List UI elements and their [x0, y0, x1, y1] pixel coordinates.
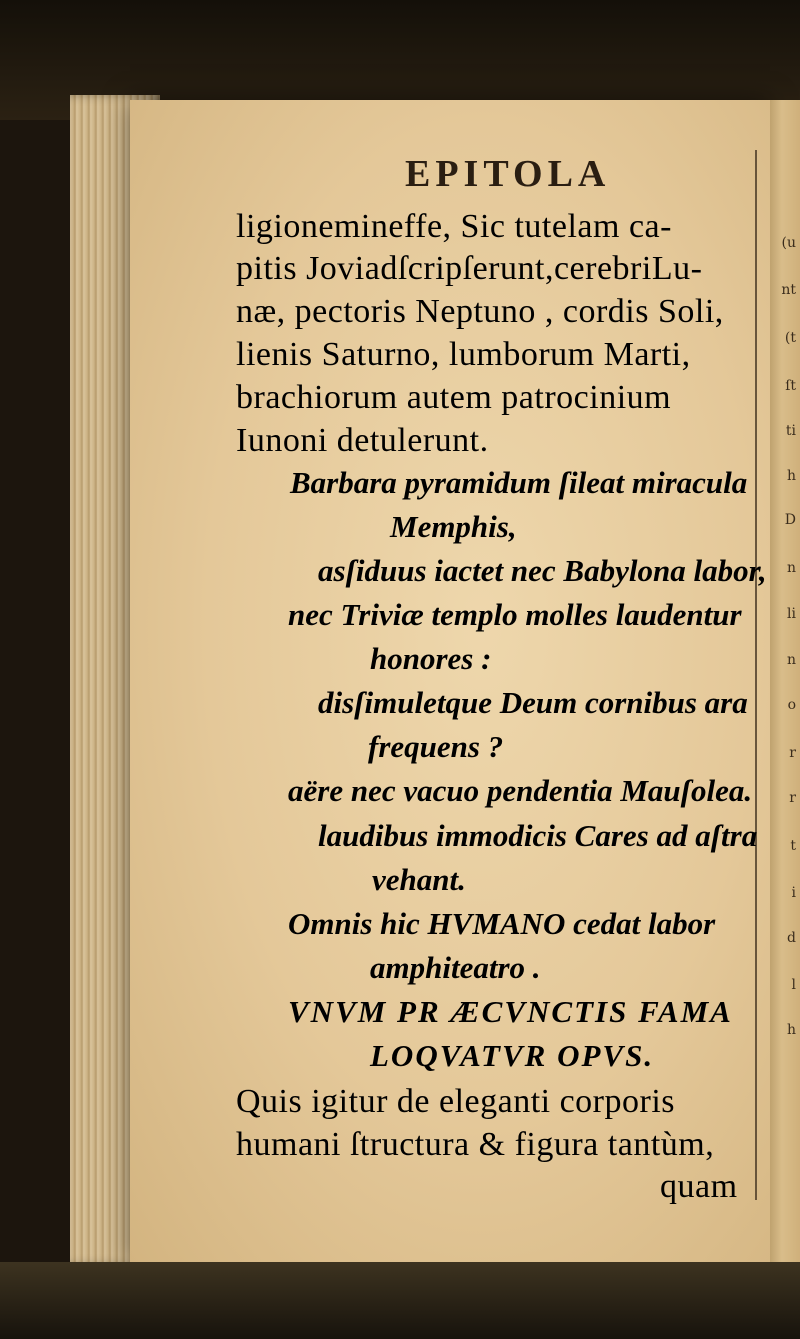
verse-line: honores : [370, 641, 492, 676]
right-fragment: ti [785, 423, 796, 439]
verse-line: Memphis, [390, 509, 517, 544]
catchword: quam [660, 1168, 738, 1205]
facing-page-strip [770, 100, 800, 1270]
right-fragment: r [789, 790, 796, 806]
right-fragment: n [786, 652, 796, 668]
right-fragment: n [786, 560, 796, 576]
right-fragment: D [784, 512, 796, 528]
page-header: EPITOLA [405, 153, 611, 195]
text-line: humani ſtructura & figura tantùm, [236, 1126, 715, 1163]
text-line: brachiorum autem patrocinium [236, 379, 672, 416]
verse-line: frequens ? [368, 729, 504, 764]
verse-line: Omnis hic HVMANO cedat labor [288, 906, 716, 941]
verse-line: VNVM PR ÆCVNCTIS FAMA [288, 994, 733, 1029]
right-fragment: ſt [785, 378, 796, 394]
verse-line: aëre nec vacuo pendentia Mauſolea. [288, 773, 753, 808]
right-fragment: d [787, 930, 796, 946]
right-fragment: nt [781, 282, 796, 298]
right-fragment: i [791, 885, 796, 901]
verse-line: laudibus immodicis Cares ad aſtra [318, 818, 758, 853]
background-bottom [0, 1262, 800, 1339]
text-line: Iunoni detulerunt. [236, 422, 489, 459]
verse-line: disſimuletque Deum cornibus ara [318, 685, 748, 720]
verse-line: LOQVATVR OPVS. [370, 1038, 655, 1073]
verse-line: nec Triviæ templo molles laudentur [288, 597, 742, 632]
right-fragment: (t [784, 330, 796, 346]
right-fragment: h [786, 468, 796, 484]
right-fragment: o [787, 697, 796, 713]
right-fragment: r [789, 745, 796, 761]
right-fragment: (u [781, 235, 796, 251]
verse-line: asſiduus iactet nec Babylona labor, [318, 553, 767, 588]
verse-line: Barbara pyramidum ſileat miracula [290, 465, 748, 500]
text-line: ligionemineffe, Sic tutelam ca- [236, 208, 672, 245]
right-fragment: l [791, 977, 796, 993]
right-fragment: li [787, 606, 796, 622]
verse-line: vehant. [372, 862, 466, 897]
text-line: næ, pectoris Neptuno , cordis Soli, [236, 293, 724, 330]
text-line: Quis igitur de eleganti corporis [236, 1083, 676, 1120]
right-fragment: h [786, 1022, 796, 1038]
verse-line: amphiteatro . [370, 950, 541, 985]
text-line: lienis Saturno, lumborum Marti, [236, 336, 691, 373]
right-rule-line [755, 150, 757, 1200]
text-line: pitis Joviadſcripſerunt,cerebriLu- [236, 250, 703, 287]
right-fragment: t [790, 838, 796, 854]
